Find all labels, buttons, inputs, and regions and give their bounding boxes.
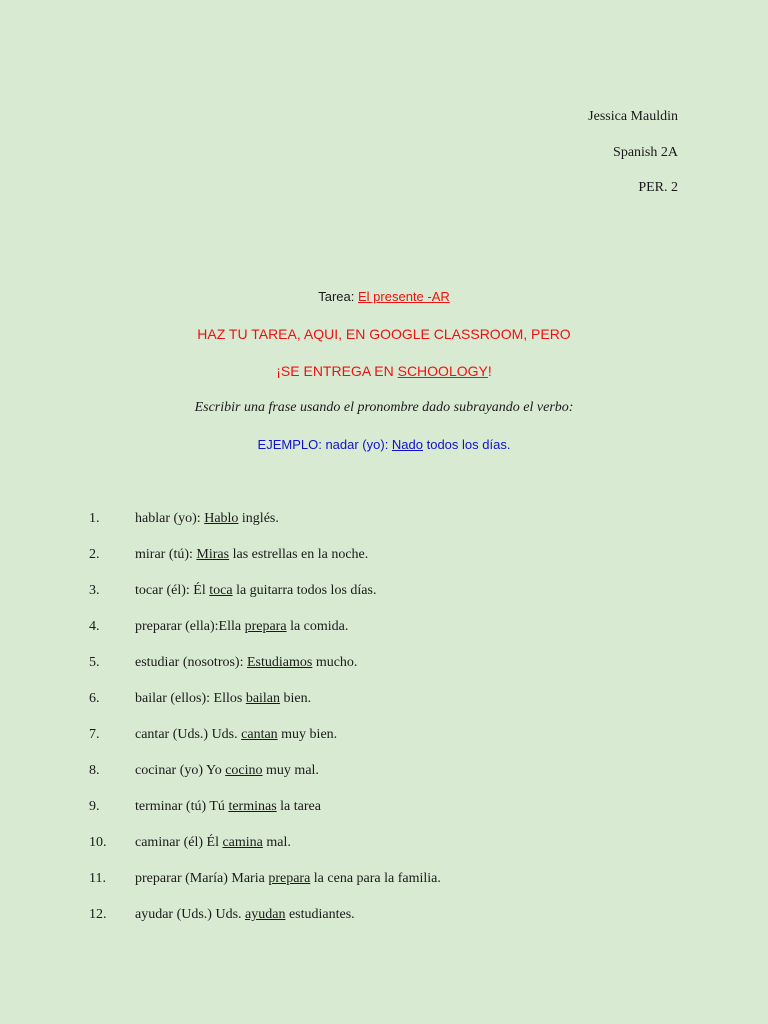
notice-line-1: HAZ TU TAREA, AQUI, EN GOOGLE CLASSROOM, PERO (197, 326, 571, 342)
assignment-title (0, 289, 768, 304)
student-name: Jessica Mauldin (588, 109, 678, 124)
class-period: PER. 2 (638, 180, 678, 195)
item-rest: la comida. (286, 619, 349, 634)
item-number: 11. (89, 871, 106, 886)
item-verb: cantan (241, 727, 278, 742)
item-rest: inglés. (238, 511, 279, 526)
student-header (588, 106, 678, 213)
item-number: 9. (89, 799, 100, 814)
item-verb: prepara (268, 871, 311, 886)
item-number: 10. (89, 835, 107, 850)
list-item (89, 831, 689, 867)
item-sentence (135, 615, 348, 651)
item-number: 8. (89, 763, 100, 778)
item-prompt: caminar (él) Él (135, 835, 223, 850)
item-number: 5. (89, 655, 100, 670)
example-suffix: todos los días. (423, 437, 511, 452)
list-item (89, 687, 689, 723)
item-verb: terminas (228, 799, 277, 814)
item-verb: Estudiamos (246, 655, 313, 670)
item-number: 2. (89, 547, 100, 562)
item-verb: ayudan (245, 907, 286, 922)
example-prefix: EJEMPLO: nadar (yo): (257, 437, 392, 452)
list-item (89, 867, 689, 903)
item-prompt: estudiar (nosotros): (135, 655, 247, 670)
item-prompt: preparar (María) Maria (135, 871, 269, 886)
schoology-link[interactable]: SCHOOLOGY (397, 363, 488, 379)
list-item (89, 579, 689, 615)
example-verb: Nado (391, 437, 423, 452)
item-rest: muy bien. (277, 727, 338, 742)
item-rest: la guitarra todos los días. (232, 583, 377, 598)
item-prompt: cantar (Uds.) Uds. (135, 727, 242, 742)
item-rest: muy mal. (262, 763, 319, 778)
item-sentence (135, 507, 279, 543)
item-verb: prepara (244, 619, 287, 634)
item-prompt: bailar (ellos): Ellos (135, 691, 246, 706)
item-verb: cocino (225, 763, 263, 778)
item-prompt: ayudar (Uds.) Uds. (135, 907, 246, 922)
item-number: 6. (89, 691, 100, 706)
list-item (89, 507, 689, 543)
title-topic: El presente -AR (358, 289, 450, 304)
item-sentence (135, 903, 355, 939)
item-verb: bailan (245, 691, 281, 706)
item-rest: las estrellas en la noche. (229, 547, 369, 562)
item-verb: Hablo (204, 511, 239, 526)
item-verb: camina (222, 835, 263, 850)
notice-prefix: ¡SE ENTREGA EN (276, 363, 398, 379)
list-item (89, 903, 689, 939)
item-number: 7. (89, 727, 100, 742)
item-number: 1. (89, 511, 100, 526)
item-sentence (135, 795, 321, 831)
item-number: 4. (89, 619, 100, 634)
item-number: 12. (89, 907, 107, 922)
list-item (89, 723, 689, 759)
list-item (89, 759, 689, 795)
item-sentence (135, 579, 376, 615)
list-item (89, 615, 689, 651)
item-rest: la cena para la familia. (310, 871, 441, 886)
item-sentence (135, 867, 441, 903)
item-prompt: hablar (yo): (135, 511, 205, 526)
item-sentence (135, 687, 311, 723)
item-prompt: mirar (tú): (135, 547, 197, 562)
list-item (89, 543, 689, 579)
notice-suffix: ! (487, 363, 492, 379)
item-verb: Miras (196, 547, 230, 562)
item-rest: mal. (262, 835, 291, 850)
course-name: Spanish 2A (613, 144, 678, 160)
item-prompt: cocinar (yo) Yo (135, 763, 226, 778)
example-line (0, 437, 768, 452)
item-verb: toca (209, 583, 233, 598)
exercise-list (89, 507, 689, 939)
item-prompt: tocar (él): Él (135, 583, 210, 598)
item-prompt: preparar (ella):Ella (135, 619, 245, 634)
item-prompt: terminar (tú) Tú (135, 799, 229, 814)
item-rest: mucho. (312, 655, 358, 670)
item-rest: la tarea (276, 799, 321, 814)
item-sentence (135, 723, 337, 759)
instructions: Escribir una frase usando el pronombre dado subrayando el verbo: (194, 400, 574, 415)
item-sentence (135, 651, 357, 687)
item-number: 3. (89, 583, 100, 598)
item-sentence (135, 543, 368, 579)
title-label: Tarea: (318, 289, 355, 304)
item-rest: estudiantes. (285, 907, 355, 922)
item-sentence (135, 831, 291, 867)
item-rest: bien. (280, 691, 312, 706)
list-item (89, 651, 689, 687)
item-sentence (135, 759, 319, 795)
list-item (89, 795, 689, 831)
notice-line-2 (0, 363, 768, 379)
